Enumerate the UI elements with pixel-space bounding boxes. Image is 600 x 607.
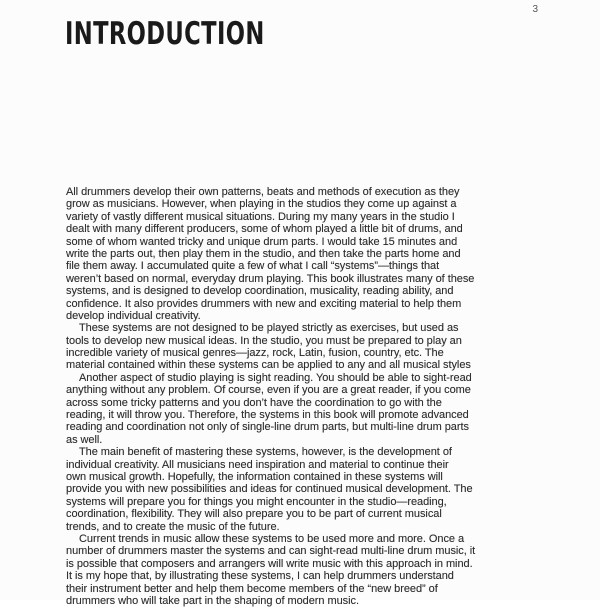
text-line: own musical growth. Hopefully, the information contained in these systems will [66,470,443,483]
text-line: It is my hope that, by illustrating these systems, I can help drummers understand [66,570,454,583]
paragraph [66,322,541,372]
text-line: file them away. I accumulated quite a few of what I call “systems”—things that [66,260,440,273]
paragraph [66,186,541,322]
text-line: tools to develop new musical ideas. In the studio, you must be prepared to play an [66,334,462,347]
text-line: The main benefit of mastering these systems, however, is the development of [79,446,452,459]
text-line: confidence. It also provides drummers with new and exciting material to help them [66,297,462,310]
text-line: their instrument better and help them become members of the “new breed” of [66,582,438,595]
text-line: reading and coordination not only of single-line drum parts, but multi-line drum parts [66,421,469,434]
text-line: incredible variety of musical genres—jazz, rock, Latin, fusion, country, etc. The [66,347,444,360]
page-title: INTRODUCTION [65,16,265,52]
text-line: individual creativity. All musicians need inspiration and material to continue their [66,458,449,471]
text-line: variety of vastly different musical situations. During my many years in the studio I [66,210,455,223]
text-line: grow as musicians. However, when playing in the studios they come up against a [66,198,457,211]
text-line: These systems are not designed to be played strictly as exercises, but used as [79,322,459,335]
text-line: reading, it will throw you. Therefore, the systems in this book will promote advanced [66,409,469,422]
text-line: dealt with many different producers, some of whom played a little bit of drums, and [66,223,463,236]
text-line: systems, and is designed to develop coordination, musicality, reading ability, and [66,285,454,298]
body-text [66,186,541,607]
text-line: is possible that composers and arrangers will write music with this approach in mind. [66,557,473,570]
text-line: material contained within these systems can be applied to any and all musical styles [66,359,471,372]
page-number: 3 [532,4,538,15]
text-line: number of drummers master the systems and can sight-read multi-line drum music, it [66,545,476,558]
text-line: across some tricky patterns and you don’t have the coordination to go with the [66,396,442,409]
paragraph [66,533,541,607]
text-line: Current trends in music allow these systems to be used more and more. Once a [79,532,465,545]
text-line: All drummers develop their own patterns, beats and methods of execution as they [66,186,460,198]
text-line: provide you with new possibilities and ideas for continued musical development. The [66,483,473,496]
text-line: as well. [66,433,103,446]
text-line: Another aspect of studio playing is sight reading. You should be able to sight-read [79,371,472,384]
paragraph [66,372,541,446]
text-line: develop individual creativity. [66,309,201,322]
text-line: systems will prepare you for things you might encounter in the studio—reading, [66,495,447,508]
text-line: some of whom wanted tricky and unique drum parts. I would take 15 minutes and [66,235,458,248]
text-line: weren’t based on normal, everyday drum playing. This book illustrates many of these [66,272,475,285]
text-line: write the parts out, then play them in the studio, and then take the parts home and [66,247,461,260]
paragraph [66,446,541,533]
text-line: coordination, flexibility. They will also prepare you to be part of current musical [66,508,442,521]
text-line: drummers who will take part in the shaping of modern music. [66,594,359,607]
text-line: trends, and to create the music of the future. [66,520,280,533]
text-line: anything without any problem. Of course, even if you are a great reader, if you come [66,384,471,397]
